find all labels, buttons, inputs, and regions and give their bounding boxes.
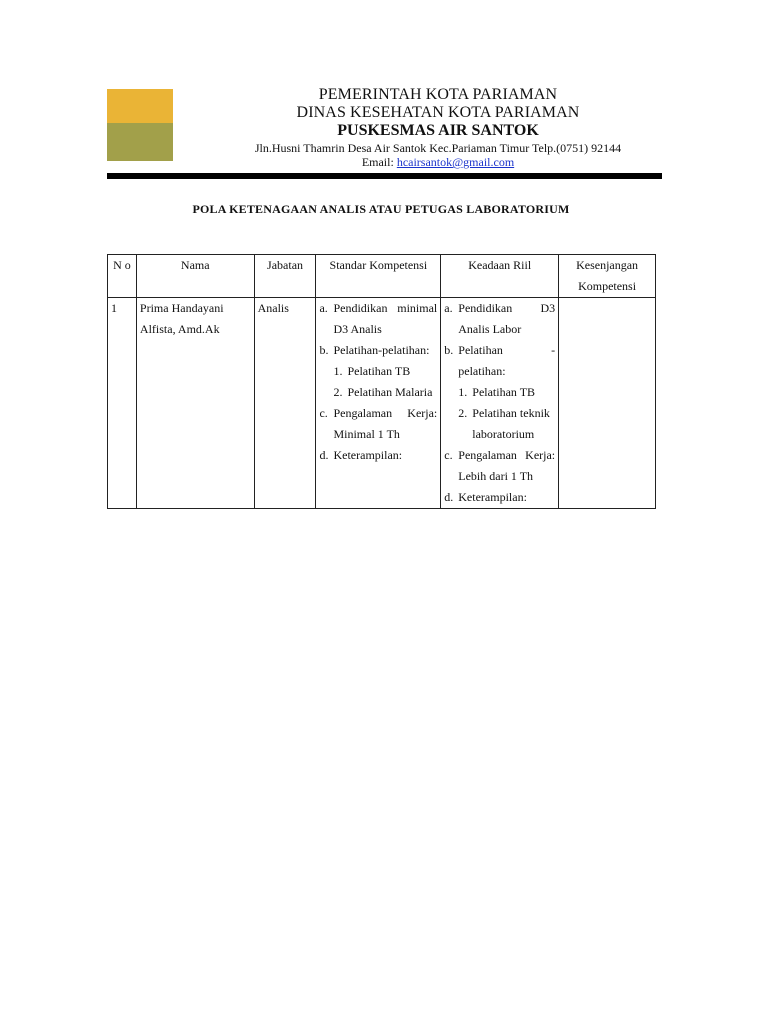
item-text: Pelatihan - pelatihan:	[458, 343, 556, 378]
cell-nama: Prima Handayani Alfista, Amd.Ak	[136, 298, 254, 509]
cell-standar	[316, 298, 441, 509]
document-title: POLA KETENAGAAN ANALIS ATAU PETUGAS LABORATORIUM	[192, 202, 570, 216]
item-text: Keterampilan:	[458, 490, 527, 504]
item-text: Pelatihan Malaria	[347, 385, 433, 399]
standar-item-d	[319, 445, 437, 466]
marker: 1.	[458, 385, 468, 399]
standar-sublist	[319, 361, 437, 403]
marker: d.	[319, 448, 329, 462]
standar-item-b2	[333, 382, 437, 403]
header-standar: Standar Kompetensi	[316, 255, 441, 298]
standar-item-b	[319, 340, 437, 361]
item-text: Pelatihan TB	[347, 364, 411, 378]
marker: b.	[444, 343, 454, 357]
riil-list	[444, 298, 555, 382]
logo-top-block	[107, 89, 173, 123]
address-line: Jln.Husni Thamrin Desa Air Santok Kec.Pariaman Timur Telp.(0751) 92144	[254, 141, 622, 155]
cell-jabatan: Analis	[254, 298, 316, 509]
email-link[interactable]: hcairsantok@gmail.com	[396, 155, 515, 169]
item-text: Pelatihan teknik laboratorium	[472, 406, 550, 441]
marker: a.	[444, 301, 453, 315]
header-nama: Nama	[136, 255, 254, 298]
riil-item-b2	[458, 403, 555, 445]
letterhead-divider	[107, 173, 662, 179]
letterhead	[168, 86, 708, 169]
institution-name: PUSKESMAS AIR SANTOK	[337, 122, 539, 139]
riil-item-b1	[458, 382, 555, 403]
puskesmas-logo	[107, 89, 173, 161]
item-text: Pelatihan TB	[472, 385, 536, 399]
department-name: DINAS KESEHATAN KOTA PARIAMAN	[296, 104, 580, 121]
item-text: Pelatihan-pelatihan:	[333, 343, 430, 357]
marker: 2.	[458, 406, 468, 420]
riil-item-a	[444, 298, 555, 340]
riil-item-b	[444, 340, 555, 382]
header-jabatan: Jabatan	[254, 255, 316, 298]
email-label: Email:	[361, 155, 394, 169]
riil-list-2	[444, 445, 555, 508]
header-no: N o	[108, 255, 137, 298]
marker: c.	[444, 448, 453, 462]
riil-sublist	[444, 382, 555, 445]
marker: a.	[319, 301, 328, 315]
standar-list	[319, 298, 437, 361]
staffing-table	[107, 254, 656, 509]
standar-item-b1	[333, 361, 437, 382]
riil-item-c	[444, 445, 555, 487]
government-name: PEMERINTAH KOTA PARIAMAN	[318, 86, 558, 103]
cell-no: 1	[108, 298, 137, 509]
standar-list-2	[319, 403, 437, 466]
table-row	[108, 298, 656, 509]
header-riil: Keadaan Riil	[441, 255, 559, 298]
riil-item-d	[444, 487, 555, 508]
marker: c.	[319, 406, 328, 420]
standar-item-a	[319, 298, 437, 340]
marker: 1.	[333, 364, 343, 378]
marker: b.	[319, 343, 329, 357]
item-text: Pengalaman Kerja: Minimal 1 Th	[333, 406, 438, 441]
item-text: Pendidikan minimal D3 Analis	[333, 301, 438, 336]
header-kesenjangan: Kesenjangan Kompetensi	[559, 255, 656, 298]
email-line	[168, 155, 708, 169]
marker: d.	[444, 490, 454, 504]
item-text: Pendidikan D3 Analis Labor	[458, 301, 556, 336]
table-header-row	[108, 255, 656, 298]
standar-item-c	[319, 403, 437, 445]
logo-bottom-block	[107, 123, 173, 161]
cell-riil	[441, 298, 559, 509]
cell-kesenjangan	[559, 298, 656, 509]
item-text: Pengalaman Kerja: Lebih dari 1 Th	[458, 448, 556, 483]
marker: 2.	[333, 385, 343, 399]
item-text: Keterampilan:	[333, 448, 403, 462]
